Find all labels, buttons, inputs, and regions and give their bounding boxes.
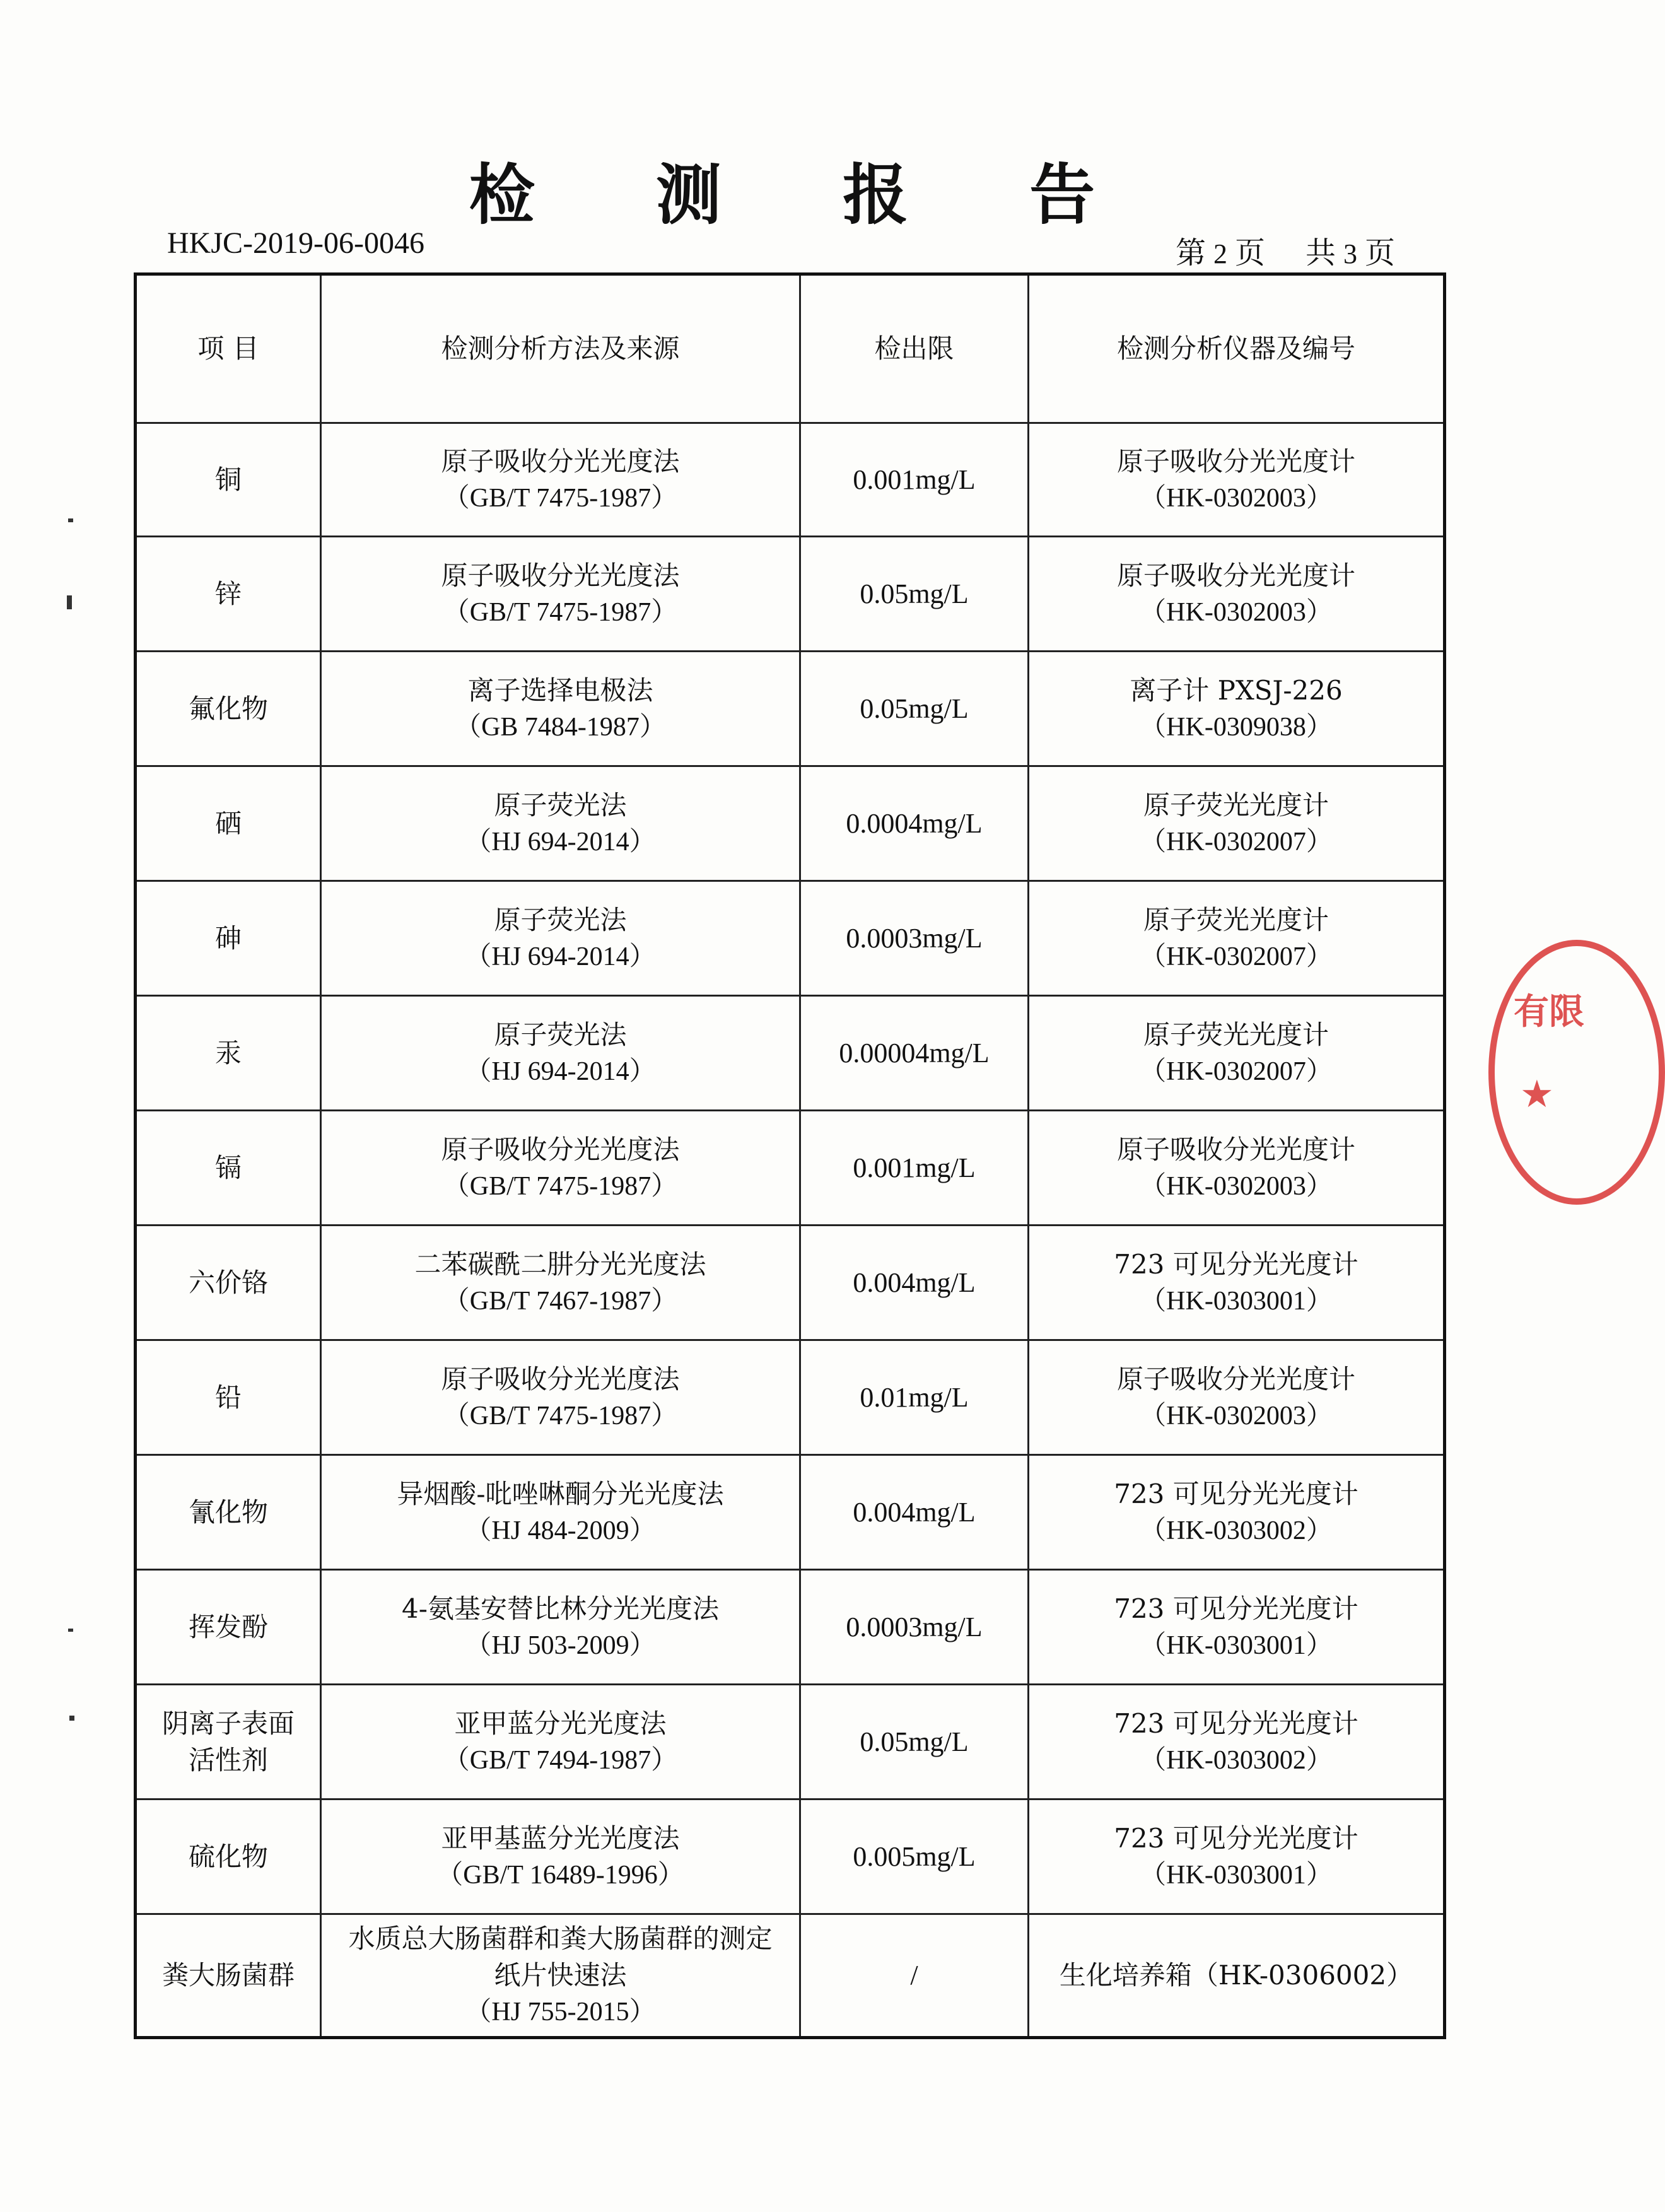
seal-star-icon: ★ [1520, 1072, 1554, 1116]
method-name: 原子吸收分光光度法 [441, 1133, 680, 1165]
instrument-name: 原子吸收分光光度计 [1116, 1363, 1355, 1395]
cell-instrument [1029, 1226, 1445, 1340]
detection-limit: 0.01mg/L [860, 1381, 969, 1413]
header-item: 项 目 [136, 274, 321, 423]
cell-limit [800, 996, 1029, 1111]
instrument-number: （HK-0302003） [1140, 1171, 1333, 1201]
cell-item [136, 1455, 321, 1570]
item-name: 铅 [214, 1381, 242, 1413]
cell-method [321, 423, 800, 537]
detection-limit: 0.0004mg/L [846, 807, 983, 839]
cell-item [136, 881, 321, 996]
cell-limit [800, 1455, 1029, 1570]
table-row [136, 1799, 1445, 1914]
cell-item [136, 766, 321, 881]
item-name: 阴离子表面 [161, 1707, 295, 1739]
cell-limit [800, 1570, 1029, 1685]
method-name: 原子吸收分光光度法 [441, 1363, 680, 1395]
method-name: 原子荧光法 [494, 1019, 627, 1050]
total-label-pre: 共 [1305, 235, 1336, 271]
instrument-name: 723 可见分光光度计 [1114, 1822, 1358, 1854]
method-name: 原子荧光法 [494, 789, 627, 821]
cell-instrument [1029, 996, 1445, 1111]
method-name-line2: 纸片快速法 [494, 1960, 627, 1991]
cell-instrument [1029, 1914, 1445, 2038]
cell-limit [800, 1914, 1029, 2038]
total-pages: 3 [1343, 238, 1357, 269]
detection-limit: 0.004mg/L [853, 1267, 976, 1298]
instrument-name: 723 可见分光光度计 [1114, 1593, 1358, 1624]
item-name: 氟化物 [188, 693, 268, 724]
cell-method [321, 996, 800, 1111]
item-name: 硒 [214, 807, 242, 839]
method-name: 亚甲蓝分光光度法 [454, 1707, 667, 1739]
cell-method [321, 652, 800, 766]
detection-limit: 0.001mg/L [853, 1152, 976, 1183]
cell-method [321, 537, 800, 652]
header-limit: 检出限 [800, 274, 1029, 423]
cell-item [136, 1799, 321, 1914]
scan-speck [67, 595, 72, 609]
instrument-name: 生化培养箱（HK-0306002） [1059, 1960, 1413, 1991]
cell-item [136, 1914, 321, 2038]
method-name: 离子选择电极法 [467, 674, 653, 706]
method-name: 原子吸收分光光度法 [441, 445, 680, 477]
method-name: 二苯碳酰二肼分光光度法 [414, 1248, 706, 1280]
detection-limit: 0.001mg/L [853, 464, 976, 495]
page-number: 2 [1213, 238, 1227, 269]
detection-limit: 0.004mg/L [853, 1496, 976, 1528]
table-row [136, 996, 1445, 1111]
instrument-name: 原子吸收分光光度计 [1116, 1133, 1355, 1165]
cell-limit [800, 881, 1029, 996]
instrument-name: 离子计 PXSJ-226 [1130, 674, 1343, 706]
detection-limit: 0.0003mg/L [846, 1611, 983, 1642]
cell-limit [800, 766, 1029, 881]
instrument-number: （HK-0302007） [1140, 942, 1333, 971]
cell-limit [800, 1226, 1029, 1340]
method-source: （HJ 755-2015） [465, 1998, 656, 2027]
method-name: 异烟酸-吡唑啉酮分光光度法 [397, 1478, 724, 1509]
method-source: （GB/T 7467-1987） [443, 1286, 678, 1316]
cell-method [321, 1455, 800, 1570]
table-row [136, 1570, 1445, 1685]
instrument-number: （HK-0303002） [1140, 1745, 1333, 1775]
table-row [136, 1226, 1445, 1340]
cell-method [321, 1685, 800, 1799]
detection-limit: / [910, 1960, 918, 1991]
table-row [136, 423, 1445, 537]
detection-limit: 0.00004mg/L [839, 1037, 990, 1068]
cell-instrument [1029, 537, 1445, 652]
method-source: （GB/T 7475-1987） [443, 1401, 678, 1431]
method-source: （GB/T 16489-1996） [436, 1860, 684, 1890]
instrument-number: （HK-0302003） [1140, 483, 1333, 513]
cell-item [136, 423, 321, 537]
method-name: 4-氨基安替比林分光光度法 [402, 1593, 719, 1624]
item-name: 粪大肠菌群 [161, 1960, 295, 1991]
official-seal: 有限 [1488, 940, 1665, 1205]
scan-speck [68, 518, 73, 522]
header-method: 检测分析方法及来源 [321, 274, 800, 423]
table-row [136, 1455, 1445, 1570]
cell-limit [800, 423, 1029, 537]
item-name: 氰化物 [188, 1496, 268, 1528]
cell-limit [800, 1799, 1029, 1914]
cell-instrument [1029, 1570, 1445, 1685]
detection-limit: 0.05mg/L [860, 693, 969, 724]
cell-method [321, 1111, 800, 1226]
cell-method [321, 881, 800, 996]
scan-speck [68, 1629, 73, 1632]
cell-method [321, 1340, 800, 1455]
page-label-pre: 第 [1175, 235, 1206, 271]
instrument-number: （HK-0302007） [1140, 827, 1333, 857]
cell-instrument [1029, 1340, 1445, 1455]
cell-limit [800, 652, 1029, 766]
cell-method [321, 766, 800, 881]
page-label-post: 页 [1234, 235, 1265, 271]
method-name: 水质总大肠菌群和粪大肠菌群的测定 [348, 1923, 773, 1954]
cell-item [136, 1685, 321, 1799]
page-info [1172, 228, 1399, 272]
item-name: 铜 [214, 464, 242, 495]
instrument-number: （HK-0302007） [1140, 1056, 1333, 1086]
scan-speck [69, 1716, 74, 1721]
detection-table [134, 272, 1446, 2039]
cell-item [136, 652, 321, 766]
cell-method [321, 1914, 800, 2038]
instrument-name: 原子吸收分光光度计 [1116, 559, 1355, 591]
instrument-number: （HK-0303002） [1140, 1516, 1333, 1545]
table-row [136, 766, 1445, 881]
instrument-name: 原子荧光光度计 [1143, 1019, 1329, 1050]
instrument-name: 723 可见分光光度计 [1114, 1248, 1358, 1280]
detection-limit: 0.05mg/L [860, 578, 969, 609]
instrument-number: （HK-0302003） [1140, 597, 1333, 627]
table-row [136, 1111, 1445, 1226]
cell-limit [800, 537, 1029, 652]
report-title: 检 测 报 告 [469, 156, 1145, 233]
method-source: （GB/T 7475-1987） [443, 597, 678, 627]
cell-item [136, 1226, 321, 1340]
table-row [136, 881, 1445, 996]
method-source: （HJ 694-2014） [465, 1056, 656, 1086]
item-name: 六价铬 [188, 1267, 268, 1298]
detection-limit: 0.05mg/L [860, 1726, 969, 1757]
item-name: 锌 [214, 578, 242, 609]
cell-instrument [1029, 1455, 1445, 1570]
cell-instrument [1029, 1685, 1445, 1799]
method-name: 原子吸收分光光度法 [441, 559, 680, 591]
table-row [136, 537, 1445, 652]
cell-limit [800, 1685, 1029, 1799]
cell-item [136, 1570, 321, 1685]
cell-method [321, 1570, 800, 1685]
method-source: （HJ 484-2009） [465, 1516, 656, 1545]
cell-item [136, 1111, 321, 1226]
report-number: HKJC-2019-06-0046 [167, 226, 424, 260]
instrument-name: 723 可见分光光度计 [1114, 1707, 1358, 1739]
detection-limit: 0.0003mg/L [846, 922, 983, 954]
cell-instrument [1029, 652, 1445, 766]
method-source: （HJ 694-2014） [465, 942, 656, 971]
cell-instrument [1029, 1111, 1445, 1226]
cell-method [321, 1226, 800, 1340]
cell-instrument [1029, 766, 1445, 881]
cell-instrument [1029, 1799, 1445, 1914]
cell-item [136, 537, 321, 652]
method-name: 亚甲基蓝分光光度法 [441, 1822, 680, 1854]
total-label-post: 页 [1364, 235, 1395, 271]
instrument-number: （HK-0302003） [1140, 1401, 1333, 1431]
instrument-number: （HK-0303001） [1140, 1630, 1333, 1660]
item-name: 硫化物 [188, 1840, 268, 1872]
method-source: （GB/T 7475-1987） [443, 1171, 678, 1201]
item-name: 砷 [214, 922, 242, 954]
item-name: 镉 [214, 1152, 242, 1183]
header-instrument: 检测分析仪器及编号 [1029, 274, 1445, 423]
cell-instrument [1029, 881, 1445, 996]
method-source: （HJ 694-2014） [465, 827, 656, 857]
table-row [136, 1340, 1445, 1455]
table-header-row [136, 274, 1445, 423]
instrument-name: 723 可见分光光度计 [1114, 1478, 1358, 1509]
detection-limit: 0.005mg/L [853, 1840, 976, 1872]
table-row [136, 652, 1445, 766]
method-name: 原子荧光法 [494, 904, 627, 935]
method-source: （GB/T 7475-1987） [443, 483, 678, 513]
instrument-name: 原子荧光光度计 [1143, 789, 1329, 821]
method-source: （HJ 503-2009） [465, 1630, 656, 1660]
cell-method [321, 1799, 800, 1914]
instrument-number: （HK-0303001） [1140, 1860, 1333, 1890]
instrument-number: （HK-0303001） [1140, 1286, 1333, 1316]
table-row [136, 1914, 1445, 2038]
item-name-line2: 活性剂 [188, 1744, 268, 1776]
instrument-name: 原子吸收分光光度计 [1116, 445, 1355, 477]
item-name: 汞 [214, 1037, 242, 1068]
instrument-number: （HK-0309038） [1140, 712, 1333, 742]
method-source: （GB 7484-1987） [455, 712, 666, 742]
item-name: 挥发酚 [188, 1611, 268, 1642]
method-source: （GB/T 7494-1987） [443, 1745, 678, 1775]
cell-instrument [1029, 423, 1445, 537]
cell-limit [800, 1111, 1029, 1226]
instrument-name: 原子荧光光度计 [1143, 904, 1329, 935]
cell-limit [800, 1340, 1029, 1455]
cell-item [136, 1340, 321, 1455]
cell-item [136, 996, 321, 1111]
table-row [136, 1685, 1445, 1799]
